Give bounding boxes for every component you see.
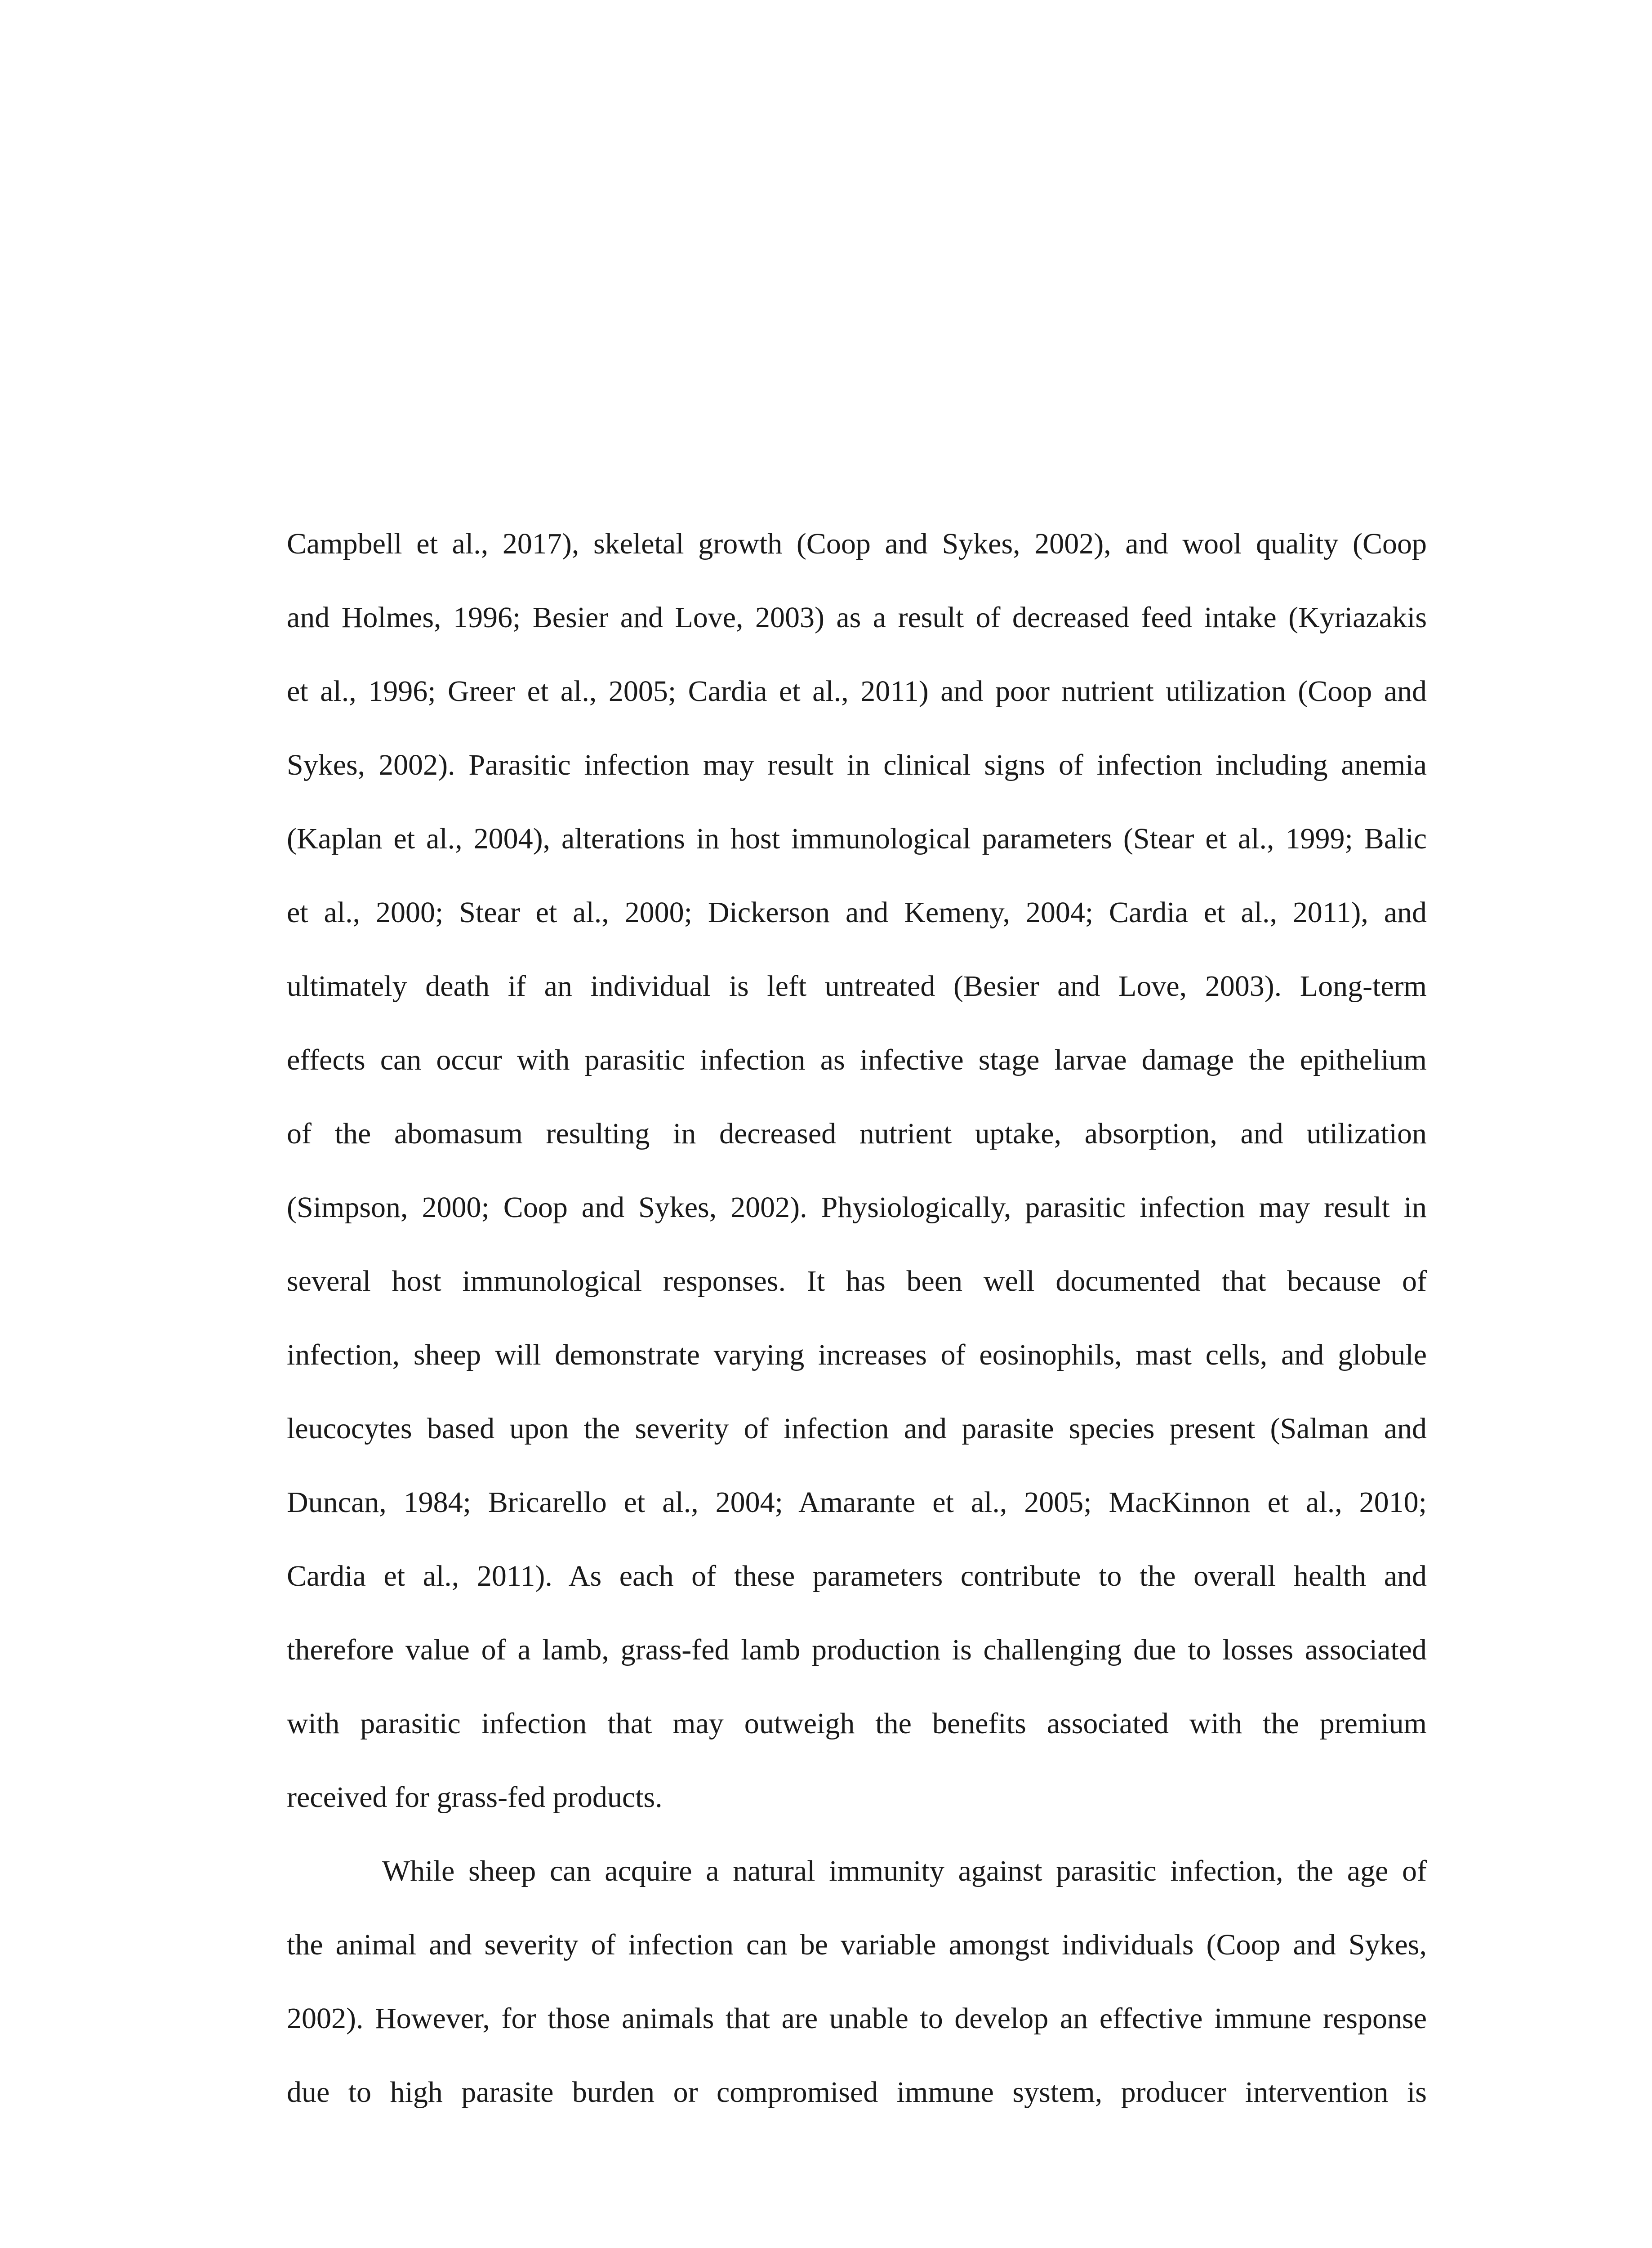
- text-line: Sykes, 2002). Parasitic infection may result in clinical signs of infection including anemia: [287, 749, 1427, 781]
- text-line: Duncan, 1984; Bricarello et al., 2004; Amarante et al., 2005; MacKinnon et al., 2010;: [287, 1486, 1427, 1519]
- text-line: (Kaplan et al., 2004), alterations in host immunological parameters (Stear et al., 1999; Balic: [287, 822, 1427, 855]
- text-line: While sheep can acquire a natural immunity against parasitic infection, the age of: [382, 1855, 1427, 1887]
- text-line: effects can occur with parasitic infection as infective stage larvae damage the epithelium: [287, 1044, 1427, 1076]
- text-line: due to high parasite burden or compromised immune system, producer intervention is: [287, 2076, 1427, 2109]
- text-line: Cardia et al., 2011). As each of these parameters contribute to the overall health and: [287, 1560, 1427, 1592]
- paragraph-2: [287, 1834, 1427, 2129]
- text-line: et al., 1996; Greer et al., 2005; Cardia et al., 2011) and poor nutrient utilization (Coop and: [287, 675, 1427, 708]
- text-line: several host immunological responses. It has been well documented that because of: [287, 1265, 1427, 1298]
- body-text: [287, 507, 1427, 2129]
- paragraph-1: [287, 507, 1427, 1834]
- text-line: with parasitic infection that may outweigh the benefits associated with the premium: [287, 1707, 1427, 1740]
- text-line: of the abomasum resulting in decreased nutrient uptake, absorption, and utilization: [287, 1117, 1427, 1150]
- text-line: et al., 2000; Stear et al., 2000; Dickerson and Kemeny, 2004; Cardia et al., 2011), and: [287, 896, 1427, 929]
- text-line: infection, sheep will demonstrate varying increases of eosinophils, mast cells, and globule: [287, 1338, 1427, 1371]
- text-line: leucocytes based upon the severity of infection and parasite species present (Salman and: [287, 1412, 1427, 1445]
- text-line: therefore value of a lamb, grass-fed lamb production is challenging due to losses associated: [287, 1633, 1427, 1666]
- text-line: and Holmes, 1996; Besier and Love, 2003) as a result of decreased feed intake (Kyriazakis: [287, 601, 1427, 634]
- text-line: Campbell et al., 2017), skeletal growth (Coop and Sykes, 2002), and wool quality (Coop: [287, 527, 1427, 560]
- text-line: 2002). However, for those animals that are unable to develop an effective immune response: [287, 2002, 1427, 2035]
- text-line: ultimately death if an individual is left untreated (Besier and Love, 2003). Long-term: [287, 970, 1427, 1003]
- text-line: (Simpson, 2000; Coop and Sykes, 2002). Physiologically, parasitic infection may result in: [287, 1191, 1427, 1224]
- text-line: received for grass-fed products.: [287, 1781, 663, 1814]
- text-line: the animal and severity of infection can be variable amongst individuals (Coop and Sykes,: [287, 1928, 1427, 1961]
